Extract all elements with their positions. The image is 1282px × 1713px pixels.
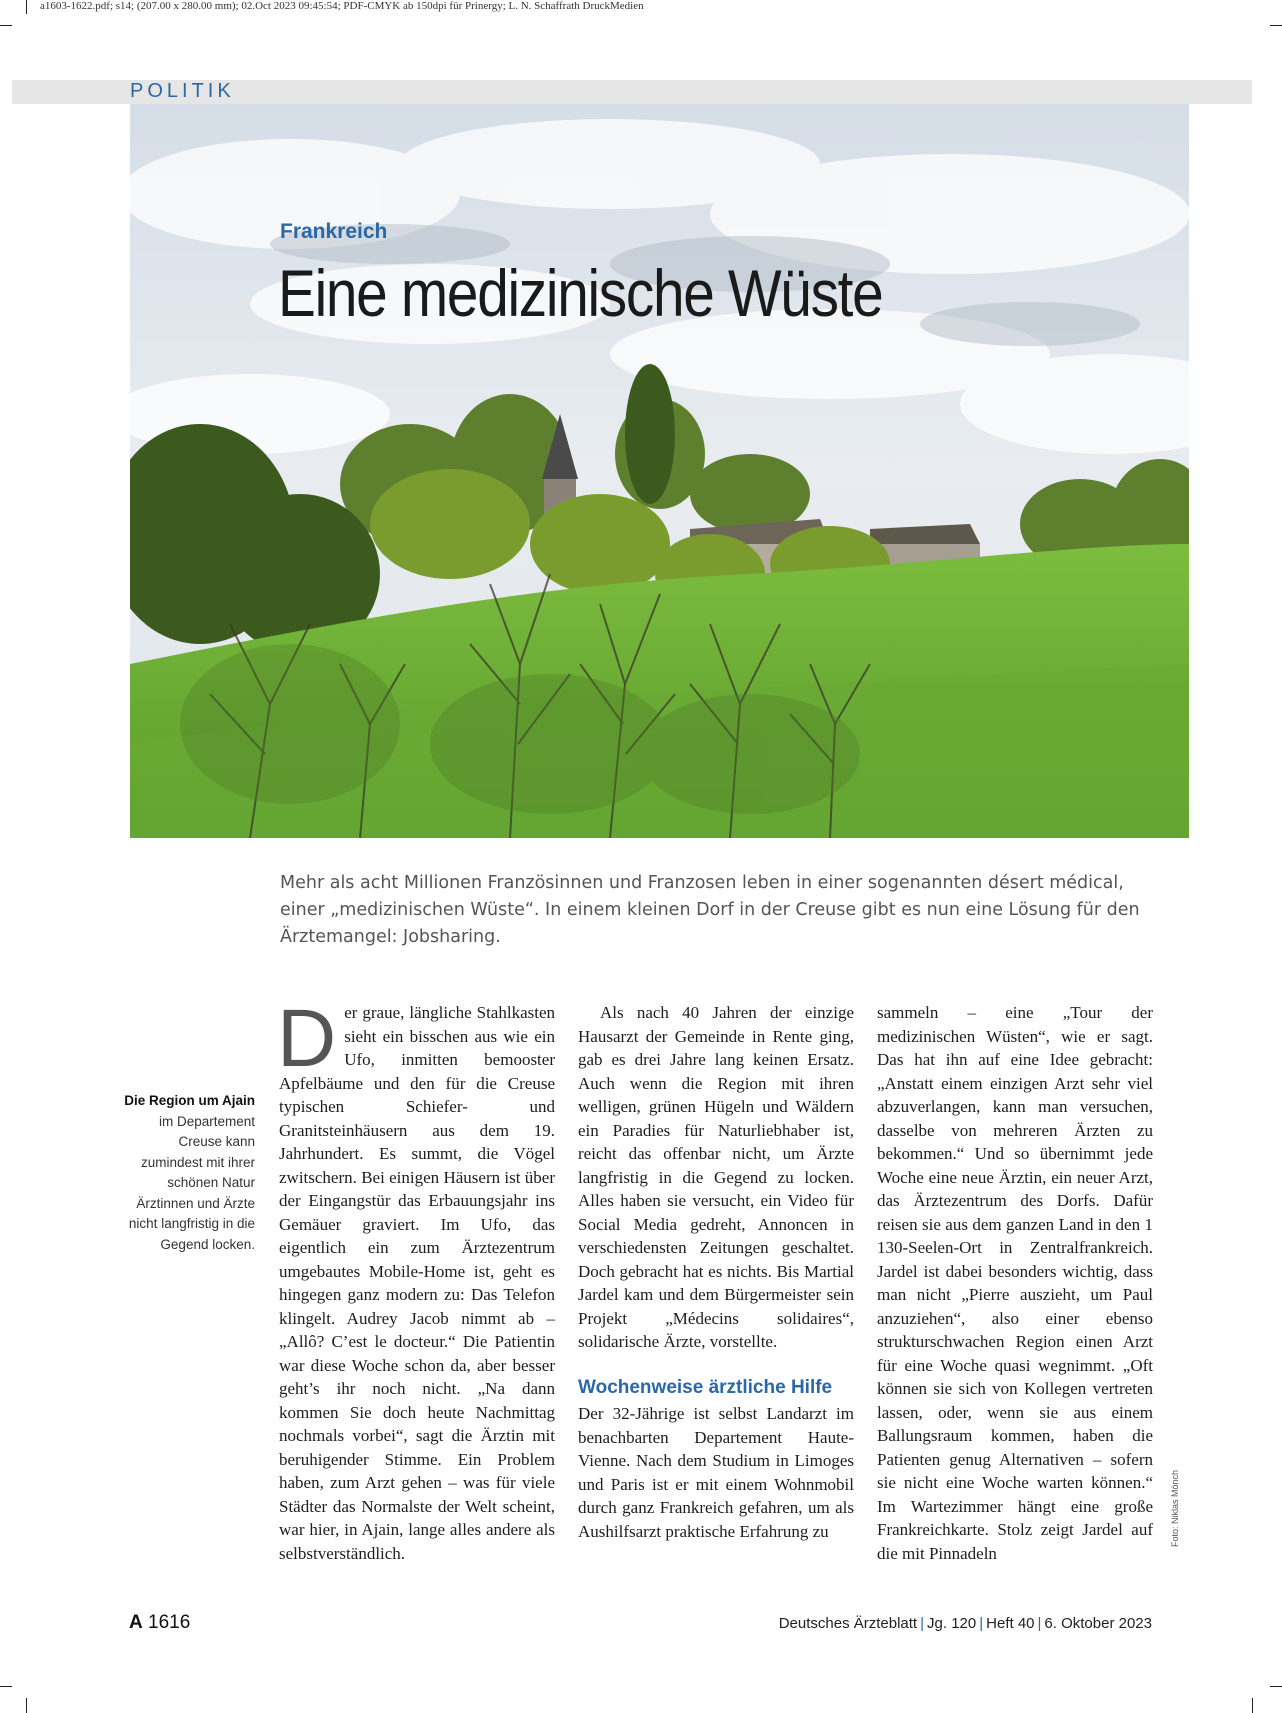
body-text-col3: sammeln – eine „Tour der medizinischen Wüsten“, wie er sagt. Das hat ihn auf eine Idee gebracht: „Anstatt einem einzigen Arzt sehr viel abzuverlangen, kann man versuchen, dasselbe von mehreren Ärzten zu bekommen.“ Und so übernimmt jede Woche eine neue Ärztin, ein neuer Arzt, das Ärztezentrum des Dorfs. Dafür reisen sie aus dem ganzen Land in den 1 130-Seelen-Ort in Zentralfrankreich. Jardel ist dabei besonders wichtig, dass man nicht „Pierre auszieht, um Paul anzuziehen“, also einer ebenso strukturschwachen Region einen Arzt für eine Woche quasi wegnimmt. „Oft können sie sich von Kollegen vertreten lassen, oder, wenn sie aus einem Ballungsraum kommen, haben die Patienten genug Alternativen – sofern sie nicht eine Woche warten können.“ Im Wartezimmer hängt eine große Frankreichkarte. Stolz zeigt Jardel auf die mit Pinnadeln [877,1003,1153,1563]
body-text-col1: er graue, längliche Stahlkasten sieht ein bisschen aus wie ein Ufo, inmitten bemooster Apfelbäume und den für die Creuse typischen Schiefer- und Granitsteinhäusern aus dem 19. Jahrhundert. Es summt, die Vögel zwitschern. Bei einigen Häusern ist über der Eingangstür das Erbauungsjahr ins Gemäuer graviert. Im Ufo, das eigentlich ein zum Ärztezentrum umgebautes Mobile-Home ist, geht es hingegen ganz modern zu: Das Telefon klingelt. Audrey Jacob nimmt ab – „Allô? C’est le docteur.“ Die Patientin war diese Woche schon da, aber besser geht’s ihr noch nicht. „Na dann kommen Sie doch heute Nachmittag nochmals vorbei“, sagt die Ärztin mit beruhigender Stimme. Ein Problem haben, zum Arzt gehen – was für viele Städter das Normalste der Welt scheint, war hier, in Ajain, lange alles andere als selbstverständlich. [279,1003,555,1563]
photo-credit: Foto: Niklas Mönch [1170,1469,1180,1547]
caption-text: im Departement Creuse kann zumindest mit ihrer schönen Natur Ärztinnen und Ärzte nicht langfristig in die Gegend locken. [128,1113,255,1252]
photo-caption [118,1091,255,1255]
caption-bold: Die Region um Ajain [124,1093,255,1108]
footer-separator: | [979,1615,984,1632]
page-number [129,1612,190,1634]
crop-mark-left-bottom [0,1686,12,1687]
body-column-1 [277,993,555,1565]
article-lead: Mehr als acht Millionen Französinnen und Franzosen leben in einer sogenannten désert médical, einer „medizinischen Wüste“. In einem kleinen Dorf in der Creuse gibt es nun eine Lösung für den Ärztemangel: Jobsharing. [280,873,1140,947]
footer-separator: | [1037,1615,1042,1632]
landscape-illustration [130,104,1189,838]
footer-info [779,1615,1152,1632]
crop-mark-right-top [1270,25,1282,26]
journal-volume: Jg. 120 [927,1615,977,1632]
crop-mark-left-top [0,25,12,26]
crop-mark-bottom-left [26,1698,27,1713]
page-number-value: 1616 [148,1612,191,1633]
crop-mark-right-bottom [1270,1686,1282,1687]
body-text-col2a: Als nach 40 Jahren der einzige Hausarzt der Gemeinde in Rente ging, gab es drei Jahre lang keinen Ersatz. Auch wenn die Region mit ihren welligen, grünen Hügeln und Wäldern ein Paradies für Naturliebhaber ist, reicht das offenbar nicht, um Ärzte langfristig in die Gegend zu locken. Alles haben sie versucht, ein Video für Social Media gedreht, Annoncen in verschiedensten Zeitungen geschaltet. Doch gebracht hat es nichts. Bis Martial Jardel kam und dem Bürgermeister sein Projekt „Médecins solidaires“, solidarische Ärzte, vorstellte. [578,1003,854,1351]
journal-date: 6. Oktober 2023 [1044,1615,1152,1632]
body-column-2 [578,1001,854,1543]
journal-issue: Heft 40 [986,1615,1035,1632]
journal-name: Deutsches Ärzteblatt [778,1615,918,1632]
hero-photo [130,104,1189,838]
drop-cap: D [277,993,337,1084]
article-headline: Eine medizinische Wüste [278,256,883,330]
article-kicker: Frankreich [280,220,388,243]
section-subhead: Wochenweise ärztliche Hilfe [578,1376,833,1398]
body-text-col2b: Der 32-Jährige ist selbst Landarzt im benachbarten Departement Haute-Vienne. Nach dem Studium in Limoges und Paris ist er mit einem Wohnmobil durch ganz Frankreich gefahren, um als Aushilfsarzt praktische Erfahrung zu [578,1404,854,1541]
crop-mark-bottom-right [1252,1698,1253,1713]
body-column-3 [877,1001,1153,1565]
section-label: POLITIK [130,80,235,102]
crop-mark-top-left [26,0,27,14]
page-prefix: A [129,1612,143,1633]
print-info-line: a1603-1622.pdf; s14; (207.00 x 280.00 mm); 02.Oct 2023 09:45:54; PDF-CMYK ab 150dpi für Prinergy; L. N. Schaffrath DruckMedien [40,0,644,12]
footer-separator: | [920,1615,925,1632]
